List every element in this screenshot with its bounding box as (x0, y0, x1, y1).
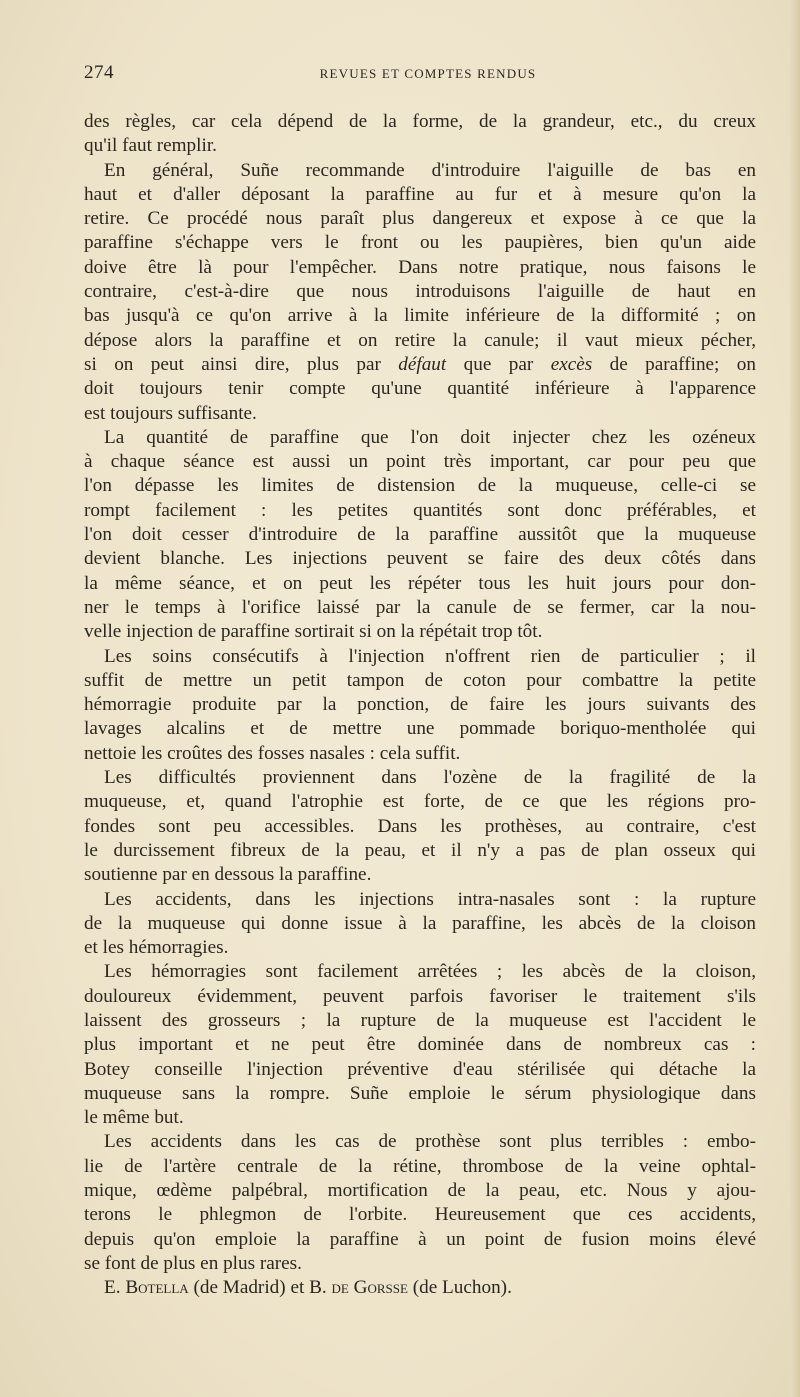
text-line: dépose alors la paraffine et on retire la canule; il vaut mieux pécher, (84, 329, 756, 351)
author1-place: (de Madrid) (193, 1277, 286, 1299)
text-line: douloureux évidemment, peuvent parfois favoriser le traitement s'ils (84, 985, 756, 1007)
text-line: soutienne par en dessous la paraffine. (84, 864, 372, 886)
text-line: est toujours suffisante. (84, 402, 257, 424)
text-line: Les hémorragies sont facilement arrêtées ; les abcès de la cloison, (104, 961, 756, 983)
author2-place: (de Luchon). (412, 1277, 512, 1299)
page-number: 274 (84, 62, 114, 83)
text-line: terons le phlegmon de l'orbite. Heureusement que ces accidents, (84, 1204, 756, 1226)
text-line: haut et d'aller déposant la paraffine au fur et à mesure qu'on la (84, 183, 756, 205)
text-line: muqueuse sans la rompre. Suñe emploie le sérum physiologique dans (84, 1082, 756, 1104)
text-line: Les soins consécutifs à l'injection n'offrent rien de particulier ; il (104, 645, 756, 667)
text-line: l'on dépasse les limites de distension de la muqueuse, celle-ci se (84, 475, 756, 497)
signature (84, 1276, 756, 1300)
text-line-emphasis: si on peut ainsi dire, plus par défaut que par excès de paraffine; on (84, 353, 756, 375)
text-line: doit toujours tenir compte qu'une quantité inférieure à l'apparence (84, 378, 756, 400)
text-line: Les difficultés proviennent dans l'ozène de la fragilité de la (104, 767, 756, 789)
text-line: plus important et ne peut être dominée dans de nombreux cas : (84, 1034, 756, 1056)
text-line: le même but. (84, 1107, 184, 1129)
signature-conjunction: et (290, 1277, 305, 1299)
text-line: depuis qu'on emploie la paraffine à un point de fusion moins élevé (84, 1228, 756, 1250)
text-line: nettoie les croûtes des fosses nasales : cela suffit. (84, 742, 461, 764)
text-line: le durcissement fibreux de la peau, et il n'y a pas de plan osseux qui (84, 839, 756, 861)
text-line: muqueuse, et, quand l'atrophie est forte, de ce que les régions pro- (84, 791, 756, 813)
text-line: Les accidents dans les cas de prothèse sont plus terribles : embo- (104, 1131, 756, 1153)
author1-initial: E. (104, 1277, 121, 1299)
author2-initial: B. (309, 1277, 327, 1299)
text-line: lie de l'artère centrale de la rétine, thrombose de la veine ophtal- (84, 1155, 756, 1177)
text-line: ner le temps à l'orifice laissé par la canule de se fermer, car la nou- (84, 596, 756, 618)
text-line: et les hémorragies. (84, 937, 229, 959)
text-line: paraffine s'échappe vers le front ou les paupières, bien qu'un aide (84, 232, 756, 254)
text-line: En général, Suñe recommande d'introduire l'aiguille de bas en (104, 159, 756, 181)
text-line: doive être là pour l'empêcher. Dans notre pratique, nous faisons le (84, 256, 756, 278)
text-line: l'on doit cesser d'introduire de la paraffine aussitôt que la muqueuse (84, 524, 756, 546)
text-line: Botey conseille l'injection préventive d'eau stérilisée qui détache la (84, 1058, 756, 1080)
text-line: devient blanche. Les injections peuvent se faire des deux côtés dans (84, 548, 756, 570)
text-line: qu'il faut remplir. (84, 135, 217, 157)
text-line: la même séance, et on peut les répéter tous les huit jours pour don- (84, 572, 756, 594)
text-line: à chaque séance est aussi un point très important, car pour peu que (84, 451, 756, 473)
author1-name: Botella (125, 1277, 189, 1299)
emphasis-word: excès (550, 353, 593, 375)
text-line: des règles, car cela dépend de la forme, de la grandeur, etc., du creux (84, 111, 756, 132)
page-header (84, 62, 756, 86)
text-line: La quantité de paraffine que l'on doit injecter chez les ozéneux (104, 426, 756, 448)
text-line: mique, œdème palpébral, mortification de la peau, etc. Nous y ajou- (84, 1180, 756, 1202)
text-line: fondes sont peu accessibles. Dans les prothèses, au contraire, c'est (84, 815, 756, 837)
author2-particle: de (331, 1277, 349, 1299)
text-line: se font de plus en plus rares. (84, 1252, 302, 1274)
text-line: de la muqueuse qui donne issue à la paraffine, les abcès de la cloison (84, 912, 756, 934)
page-edge (790, 0, 800, 1397)
running-head: REVUES ET COMPTES RENDUS (319, 66, 537, 81)
text-line: suffit de mettre un petit tampon de coton pour combattre la petite (84, 669, 756, 691)
text-line: lavages alcalins et de mettre une pommade boriquo-mentholée qui (84, 718, 756, 740)
author2-name: Gorsse (353, 1277, 408, 1299)
text-line: Les accidents, dans les injections intra-nasales sont : la rupture (104, 888, 756, 910)
text-line: rompt facilement : les petites quantités sont donc préférables, et (84, 499, 756, 521)
text-line: laissent des grosseurs ; la rupture de la muqueuse est l'accident le (84, 1009, 756, 1031)
emphasis-word: défaut (398, 353, 447, 375)
text-line: bas jusqu'à ce qu'on arrive à la limite inférieure de la difformité ; on (84, 305, 756, 327)
text-line: retire. Ce procédé nous paraît plus dangereux et expose à ce que la (84, 208, 756, 230)
article-text (84, 110, 756, 1301)
text-line: hémorragie produite par la ponction, de faire les jours suivants des (84, 694, 756, 716)
text-line: velle injection de paraffine sortirait si on la répétait trop tôt. (84, 621, 543, 643)
text-line: contraire, c'est-à-dire que nous introduisons l'aiguille de haut en (84, 281, 756, 303)
